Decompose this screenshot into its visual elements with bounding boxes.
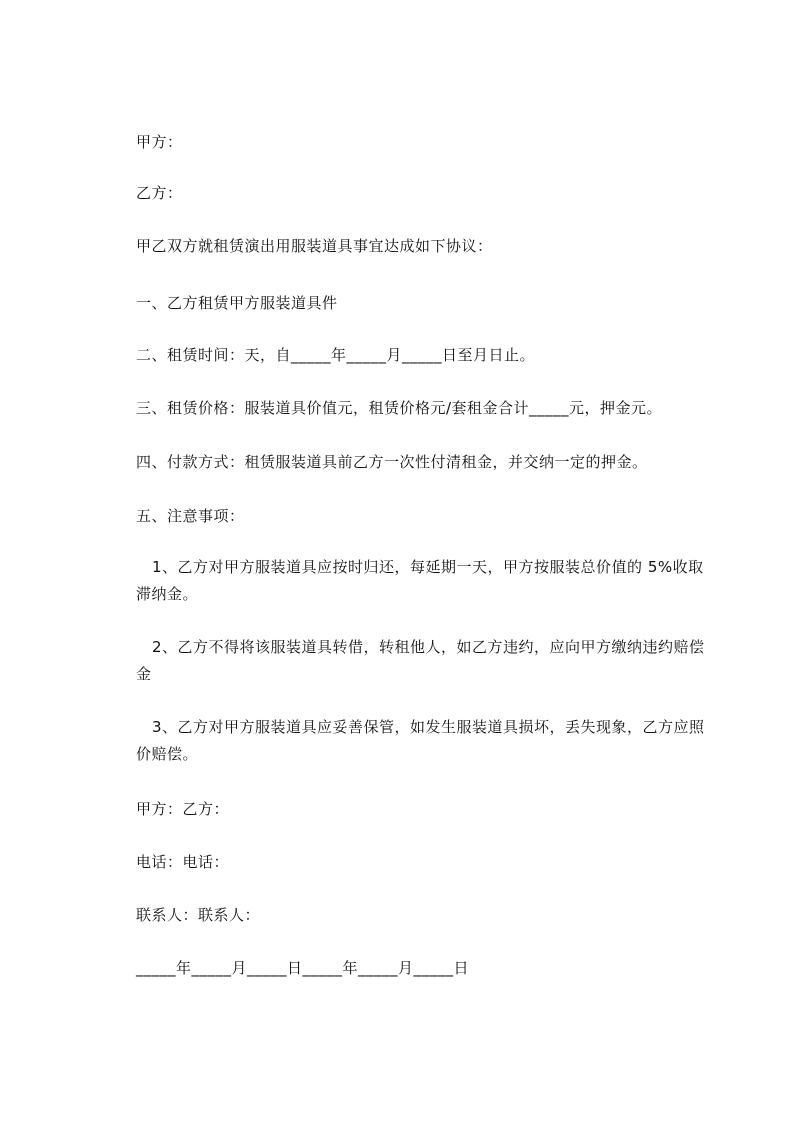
clause-1: 一、乙方租赁甲方服装道具件 [136, 294, 338, 312]
intro-text: 甲乙双方就租赁演出用服装道具事宜达成如下协议： [136, 237, 493, 255]
signature-phone: 电话：电话： [136, 853, 230, 871]
party-b-label: 乙方： [136, 184, 183, 202]
signature-contact: 联系人：联系人： [136, 906, 261, 924]
clause-4: 四、付款方式：租赁服装道具前乙方一次性付清租金，并交纳一定的押金。 [136, 453, 648, 471]
party-a-label: 甲方： [136, 133, 183, 151]
note-3-line-2: 价赔偿。 [136, 745, 199, 763]
note-2-line-1: 2、乙方不得将该服装道具转借，转租他人，如乙方违约，应向甲方缴纳违约赔偿 [152, 638, 705, 656]
clause-5: 五、注意事项： [136, 507, 245, 525]
note-3-line-1: 3、乙方对甲方服装道具应妥善保管，如发生服装道具损坏，丢失现象，乙方应照 [152, 718, 705, 736]
signature-parties: 甲方：乙方： [136, 800, 230, 818]
clause-3: 三、租赁价格：服装道具价值元，租赁价格元/套租金合计_____元，押金元。 [136, 399, 663, 417]
note-1-line-2: 滞纳金。 [136, 585, 199, 603]
signature-date: _____年_____月_____日_____年_____月_____日 [136, 959, 470, 977]
clause-2: 二、租赁时间：天，自_____年_____月_____日至月日止。 [136, 346, 536, 364]
note-2-line-2: 金 [136, 665, 152, 683]
note-1-line-1: 1、乙方对甲方服装道具应按时归还，每延期一天，甲方按服装总价值的 5%收取 [152, 558, 704, 576]
